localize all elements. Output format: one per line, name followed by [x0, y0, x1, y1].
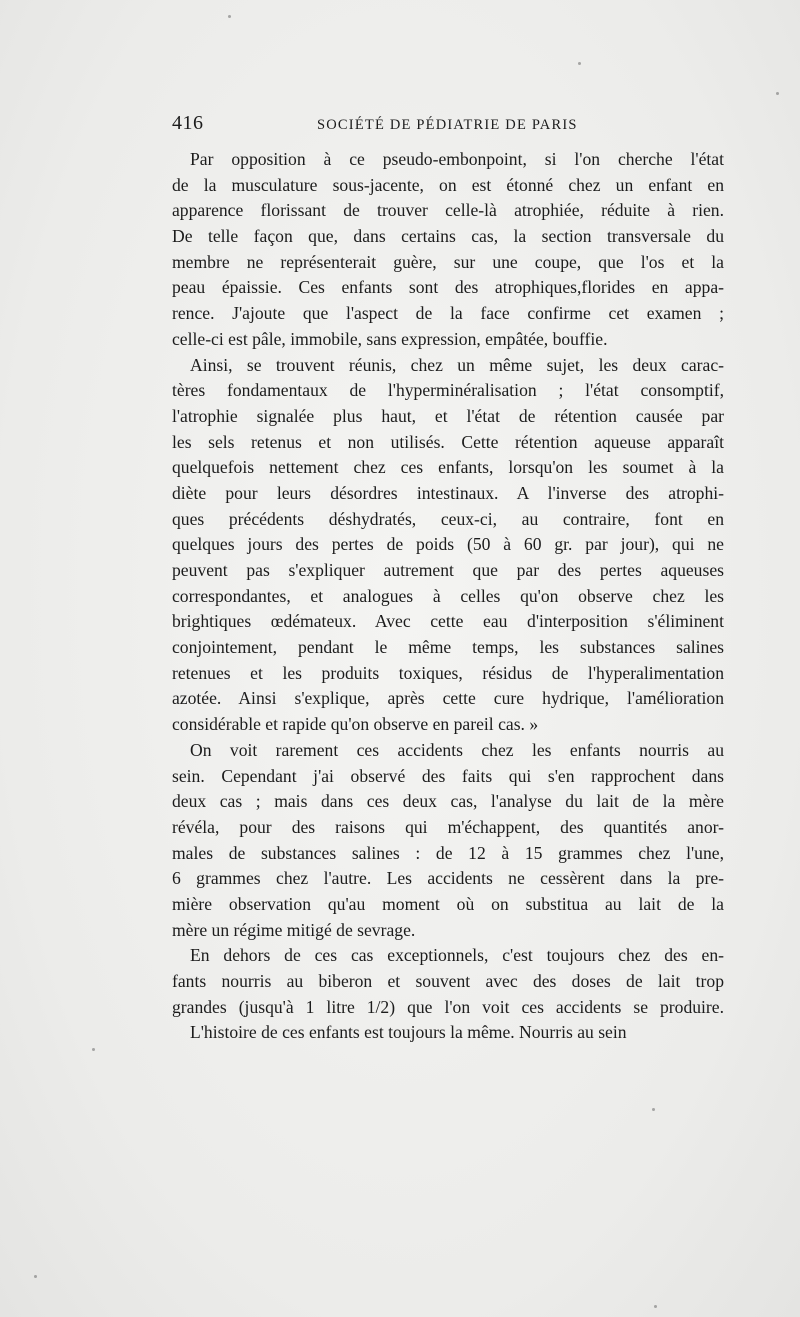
text-line: mière observation qu'au moment où on substitua au lait de la	[172, 893, 724, 914]
text-line: peau épaissie. Ces enfants sont des atrophiques,florides en appa-	[172, 277, 724, 298]
text-line: males de substances salines : de 12 à 15 grammes chez l'une,	[172, 842, 724, 863]
text-line: mère un régime mitigé de sevrage.	[172, 919, 416, 940]
body-text	[172, 147, 724, 1046]
text-line: L'histoire de ces enfants est toujours la même. Nourris au sein	[190, 1022, 627, 1043]
text-line: sein. Cependant j'ai observé des faits qui s'en rapprochent dans	[172, 765, 724, 786]
text-line: quelques jours des pertes de poids (50 à 60 gr. par jour), qui ne	[172, 534, 724, 555]
text-line: fants nourris au biberon et souvent avec des doses de lait trop	[172, 971, 724, 991]
text-line: apparence florissant de trouver celle-là atrophiée, réduite à rien.	[172, 200, 724, 221]
text-line: celle-ci est pâle, immobile, sans expression, empâtée, bouffie.	[172, 328, 608, 349]
text-line: De telle façon que, dans certains cas, la section transversale du	[172, 226, 724, 247]
text-line: tères fondamentaux de l'hyperminéralisation ; l'état consomptif,	[172, 380, 724, 401]
text-line: brightiques œdémateux. Avec cette eau d'interposition s'éliminent	[172, 611, 724, 632]
text-line: deux cas ; mais dans ces deux cas, l'analyse du lait de la mère	[172, 791, 724, 812]
text-line: quelquefois nettement chez ces enfants, lorsqu'on les soumet à la	[172, 457, 724, 478]
text-line: rence. J'ajoute que l'aspect de la face confirme cet examen ;	[172, 303, 724, 324]
scan-speck	[34, 1275, 37, 1278]
text-line: conjointement, pendant le même temps, les substances salines	[172, 637, 724, 658]
scan-speck	[92, 1048, 95, 1051]
text-line: les sels retenus et non utilisés. Cette rétention aqueuse apparaît	[172, 431, 724, 452]
text-line: considérable et rapide qu'on observe en pareil cas. »	[172, 714, 539, 735]
text-line: On voit rarement ces accidents chez les enfants nourris au	[190, 739, 724, 760]
text-line: de la musculature sous-jacente, on est étonné chez un enfant en	[172, 174, 724, 195]
text-line: correspondantes, et analogues à celles qu'on observe chez les	[172, 585, 724, 606]
scan-speck	[654, 1305, 657, 1308]
text-line: En dehors de ces cas exceptionnels, c'est toujours chez des en-	[190, 945, 724, 966]
scan-speck	[578, 62, 581, 65]
text-line: diète pour leurs désordres intestinaux. A l'inverse des atrophi-	[172, 482, 724, 503]
text-line: peuvent pas s'expliquer autrement que par des pertes aqueuses	[172, 560, 724, 580]
text-line: révéla, pour des raisons qui m'échappent, des quantités anor-	[172, 816, 724, 837]
text-line: ques précédents déshydratés, ceux-ci, au contraire, font en	[172, 508, 724, 529]
text-line: grandes (jusqu'à 1 litre 1/2) que l'on voit ces accidents se produire.	[172, 996, 724, 1017]
scan-speck	[652, 1108, 655, 1111]
text-line: retenues et les produits toxiques, résidus de l'hyperalimentation	[172, 662, 724, 683]
page-header	[172, 112, 724, 142]
text-line: 6 grammes chez l'autre. Les accidents ne cessèrent dans la pre-	[172, 868, 724, 889]
page-number: 416	[172, 112, 204, 134]
text-line: membre ne représenterait guère, sur une coupe, que l'os et la	[172, 251, 724, 272]
running-head: SOCIÉTÉ DE PÉDIATRIE DE PARIS	[317, 117, 578, 133]
scan-speck	[776, 92, 779, 95]
scan-speck	[228, 15, 231, 18]
text-line: Par opposition à ce pseudo-embonpoint, si l'on cherche l'état	[190, 149, 724, 169]
text-line: l'atrophie signalée plus haut, et l'état de rétention causée par	[172, 405, 724, 426]
text-line: Ainsi, se trouvent réunis, chez un même sujet, les deux carac-	[190, 354, 724, 375]
text-line: azotée. Ainsi s'explique, après cette cure hydrique, l'amélioration	[172, 688, 724, 709]
